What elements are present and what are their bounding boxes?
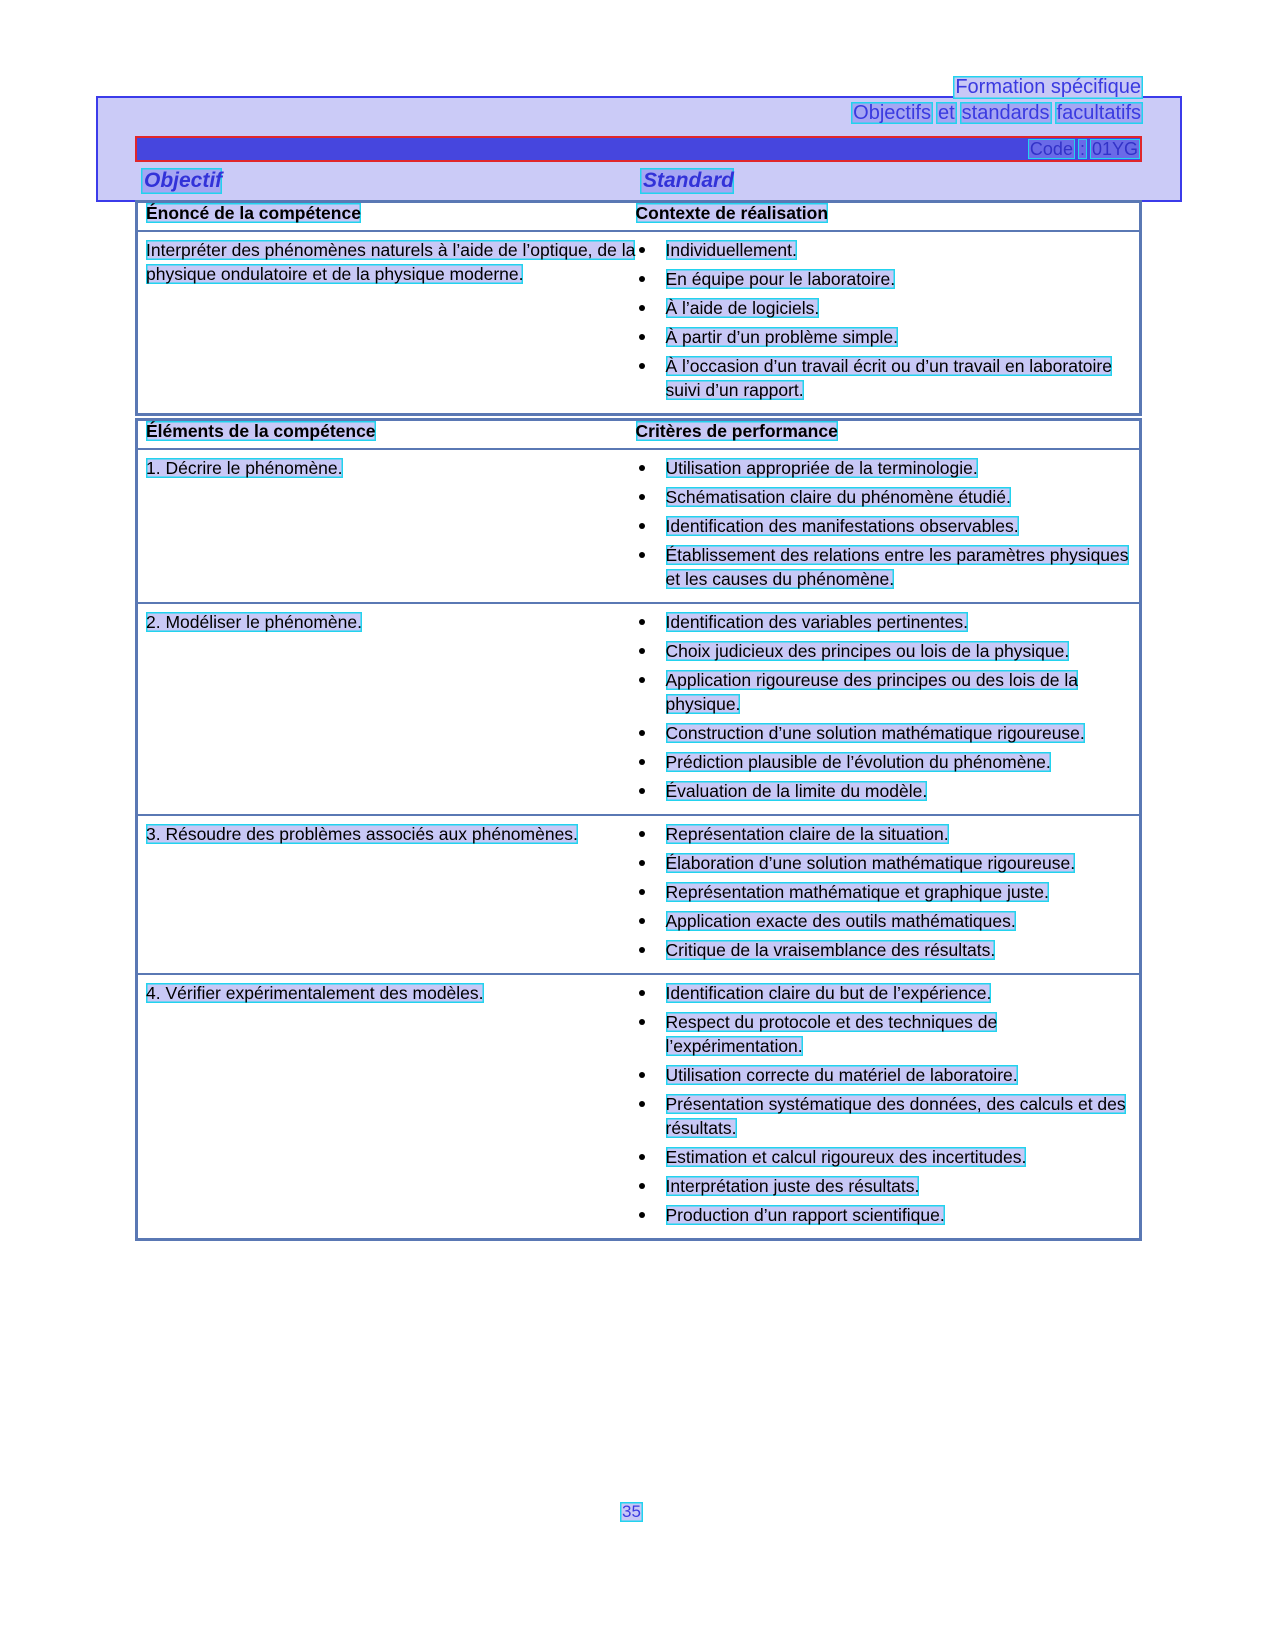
table-row — [137, 449, 1141, 603]
code-bar — [135, 136, 1142, 162]
element-text: 1. Décrire le phénomène. — [146, 458, 343, 478]
section-title-word: facultatifs — [1056, 102, 1141, 124]
list-item: Utilisation correcte du matériel de laboratoire. — [636, 1063, 1140, 1087]
code-value: 01YG — [1091, 139, 1138, 159]
criteria-list — [636, 975, 1140, 1227]
section-title-word: standards — [961, 102, 1050, 124]
list-item: En équipe pour le laboratoire. — [636, 267, 1140, 291]
list-item: À partir d’un problème simple. — [636, 325, 1140, 349]
context-header: Contexte de réalisation — [635, 203, 829, 223]
list-item: Identification des variables pertinentes. — [636, 610, 1140, 634]
list-item: Représentation claire de la situation. — [636, 822, 1140, 846]
statement-header: Énoncé de la compétence — [146, 203, 361, 223]
list-item: Critique de la vraisemblance des résultats. — [636, 938, 1140, 962]
criteria-list — [636, 816, 1140, 962]
program-title: Formation spécifique — [955, 76, 1141, 98]
section-title-word: Objectifs — [853, 102, 931, 124]
list-item: À l’occasion d’un travail écrit ou d’un travail en laboratoire suivi d’un rapport. — [636, 354, 1140, 402]
table-row — [137, 974, 1141, 1240]
element-text: 4. Vérifier expérimentalement des modèles. — [146, 983, 484, 1003]
table-row — [137, 231, 1141, 415]
section-title-word: et — [937, 102, 955, 124]
list-item: Utilisation appropriée de la terminologie. — [636, 456, 1140, 480]
element-text: 2. Modéliser le phénomène. — [146, 612, 362, 632]
competency-statement: Interpréter des phénomènes naturels à l’aide de l’optique, de la physique ondulatoire et de la physique moderne. — [146, 240, 636, 284]
table-row — [137, 603, 1141, 815]
table-header-row — [137, 420, 1141, 450]
section-title — [848, 102, 1143, 125]
list-item: À l’aide de logiciels. — [636, 296, 1140, 320]
code-separator: : — [1079, 139, 1085, 159]
list-item: Établissement des relations entre les paramètres physiques et les causes du phénomène. — [636, 543, 1140, 591]
elements-header: Éléments de la compétence — [146, 421, 376, 441]
list-item: Estimation et calcul rigoureux des incertitudes. — [636, 1145, 1140, 1169]
standard-heading: Standard — [640, 168, 734, 194]
list-item: Élaboration d’une solution mathématique rigoureuse. — [636, 851, 1140, 875]
context-list — [636, 232, 1140, 402]
list-item: Production d’un rapport scientifique. — [636, 1203, 1140, 1227]
page-number: 35 — [622, 1502, 641, 1521]
list-item: Représentation mathématique et graphique juste. — [636, 880, 1140, 904]
list-item: Interprétation juste des résultats. — [636, 1174, 1140, 1198]
list-item: Prédiction plausible de l’évolution du phénomène. — [636, 750, 1140, 774]
list-item: Application exacte des outils mathématiques. — [636, 909, 1140, 933]
list-item: Présentation systématique des données, des calculs et des résultats. — [636, 1092, 1140, 1140]
competency-table — [135, 200, 1142, 416]
list-item: Respect du protocole et des techniques de l’expérimentation. — [636, 1010, 1140, 1058]
element-text: 3. Résoudre des problèmes associés aux phénomènes. — [146, 824, 578, 844]
list-item: Identification claire du but de l’expérience. — [636, 981, 1140, 1005]
list-item: Application rigoureuse des principes ou des lois de la physique. — [636, 668, 1140, 716]
criteria-header: Critères de performance — [635, 421, 838, 441]
elements-table — [135, 418, 1142, 1241]
list-item: Schématisation claire du phénomène étudié. — [636, 485, 1140, 509]
list-item: Choix judicieux des principes ou lois de la physique. — [636, 639, 1140, 663]
criteria-list — [636, 604, 1140, 803]
list-item: Construction d’une solution mathématique rigoureuse. — [636, 721, 1140, 745]
list-item: Individuellement. — [636, 238, 1140, 262]
list-item: Identification des manifestations observables. — [636, 514, 1140, 538]
table-row — [137, 815, 1141, 974]
objective-heading: Objectif — [141, 168, 222, 194]
list-item: Évaluation de la limite du modèle. — [636, 779, 1140, 803]
table-header-row — [137, 202, 1141, 232]
criteria-list — [636, 450, 1140, 591]
code-label: Code — [1029, 139, 1073, 159]
